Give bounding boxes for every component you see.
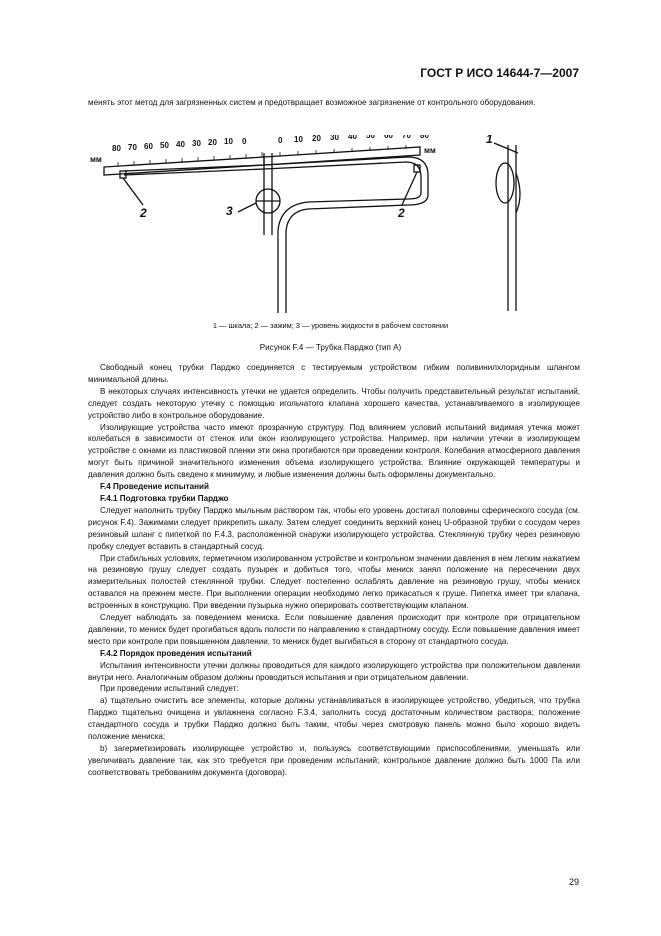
scale-right-0: 0 xyxy=(278,136,283,145)
pargo-tube-figure xyxy=(88,135,568,320)
label-2a: 2 xyxy=(140,206,147,220)
u-tube-inner xyxy=(264,162,421,313)
leader-3 xyxy=(238,203,256,212)
paragraph: При стабильных условиях, герметичном изолированном устройстве и контрольном значении давления в нем легким нажатием на резиновую грушу следует создать пузырек и добиться того, чтобы мениск занял положение на пересечении двух измерительных полостей стеклянной трубки. Следует постепенно ослаблять давление на резиновую грушу, чтобы мениск оставался на прежнем месте. При выполнении операции необходимо легко прикасаться к груше. Пипетка имеет три клапана, встроенных в конструкцию. При введении пузырька нужно оперировать соответствующим клапаном. xyxy=(88,553,580,611)
scale-left-80: 80 xyxy=(112,144,121,153)
scale-right-20: 20 xyxy=(312,135,321,143)
side-vessel xyxy=(496,163,514,203)
paragraph: Испытания интенсивности утечки должны проводиться для каждого изолирующего устройства при положительном давлении внутри него. Аналогичным образом должны проводиться испытания и при отрицательном давлении. xyxy=(88,660,580,682)
paragraph: В некоторых случаях интенсивность утечки не удается определить. Чтобы получить представительный результат испытаний, следует создать некоторую утечку с помощью игольчатого клапана хорошего качества, устанавливаемого в изолирующее устройство либо в контрольное оборудование. xyxy=(88,386,580,420)
scale-right-70: 70 xyxy=(402,135,411,140)
section-heading-f4: F.4 Проведение испытаний xyxy=(100,482,209,492)
leader-2b xyxy=(402,172,417,205)
scale-left-60: 60 xyxy=(144,142,153,151)
list-item-b: b) загерметизировать изолирующее устройство и, пользуясь соответствующими приспособлениями, уменьшать или увеличивать давление так, как это требуется при проведении испытаний; контрольное давление должно быть 1000 Па или соответствовать требованиям документа (договора). xyxy=(88,744,580,777)
section-heading-f41: F.4.1 Подготовка трубки Парджо xyxy=(100,493,229,503)
pargo-tube-drawing xyxy=(88,135,568,315)
scale-left-30: 30 xyxy=(192,139,201,148)
figure-caption: 1 — шкала; 2 — зажим; 3 — уровень жидкости в рабочем состоянии xyxy=(212,321,449,330)
scale-right-80: 80 xyxy=(420,135,429,140)
label-3: 3 xyxy=(226,204,233,218)
scale-right-60: 60 xyxy=(384,135,393,140)
scale-left-50: 50 xyxy=(160,141,169,150)
scale-right-30: 30 xyxy=(330,135,339,142)
paragraph: При проведении испытаний следует: xyxy=(100,684,239,694)
scale-left-70: 70 xyxy=(128,143,137,152)
paragraph: Свободный конец трубки Парджо соединяется с тестируемым устройством гибким поливинилхлоридным шлангом минимальной длины. xyxy=(88,363,580,384)
u-tube-outer xyxy=(264,157,428,313)
document-header: ГОСТ Р ИСО 14644-7—2007 xyxy=(420,66,579,80)
paragraph: Изолирующие устройства часто имеют прозрачную структуру. Под влиянием условий испытаний видимая утечка может колебаться в зависимости от стенок или окон изолирующего устройства. Например, при наличии утечки в изолирующем устройстве с окнами из пластиковой пленки эти окна прогибаются при проведении контроля. Колебания атмосферного давления могут быть причиной значительного изменения объема изолирующего устройства. Влияние окружающей температуры и давления должно быть сведено к минимуму, и любые изменения должны быть оформлены документально. xyxy=(88,422,580,480)
paragraph: Следует наблюдать за поведением мениска. Если повышение давления происходит при контроле при отрицательном давлении, то мениск будет прогибаться вдоль полости по направлению к стандартному сосуду. Если повышение давления имеет место при контроле при повышенном давлении, то мениск будет выгибаться в сторону от стандартного сосуда. xyxy=(88,613,580,646)
scale-left-10: 10 xyxy=(224,137,233,146)
scale-left-40: 40 xyxy=(176,140,185,149)
scale-right-50: 50 xyxy=(366,135,375,140)
scale-left-20: 20 xyxy=(208,138,217,147)
scale-right-10: 10 xyxy=(294,135,303,144)
scale-right-40: 40 xyxy=(348,135,357,141)
figure-title: Рисунок F.4 — Трубка Парджо (тип А) xyxy=(259,343,402,352)
paragraph: Следует наполнить трубку Парджо мыльным раствором так, чтобы его уровень достигал половины сферического сосуда (см. рисунок F.4). Зажимами следует прикрепить шкалу. Затем следует соединить верхний конец U-образной трубки с сосудом через резиновый шланг с пипеткой по F.4.3, расположенной снаружи изолирующего устройства. Стеклянную трубку через резиновую пробку следует вставить в стандартный сосуд. xyxy=(88,505,580,551)
leader-2a xyxy=(123,178,143,205)
label-2b: 2 xyxy=(398,206,405,220)
main-text xyxy=(88,362,580,779)
intro-text xyxy=(88,97,580,109)
leader-1 xyxy=(494,143,518,153)
unit-right: мм xyxy=(424,146,436,155)
intro-paragraph: менять этот метод для загрязненных систем и предотвращает возможное загрязнение от контрольного оборудования. xyxy=(88,98,536,107)
unit-left: мм xyxy=(90,155,102,164)
label-1: 1 xyxy=(486,135,493,146)
list-item-a: а) тщательно очистить все элементы, которые должны устанавливаться в изолирующее устройство, убедиться, что трубка Парджо тщательно очищена и увлажнена согласно F.3.4, заполнить сосуд достаточным количеством раствора; положение стандартного сосуда и трубки Парджо должно быть таким, чтобы через смотровую панель можно было хорошо видеть положение мениска; xyxy=(88,696,580,742)
scale-left-0: 0 xyxy=(242,137,247,146)
page-number: 29 xyxy=(568,877,579,887)
section-heading-f42: F.4.2 Порядок проведения испытаний xyxy=(100,648,252,658)
